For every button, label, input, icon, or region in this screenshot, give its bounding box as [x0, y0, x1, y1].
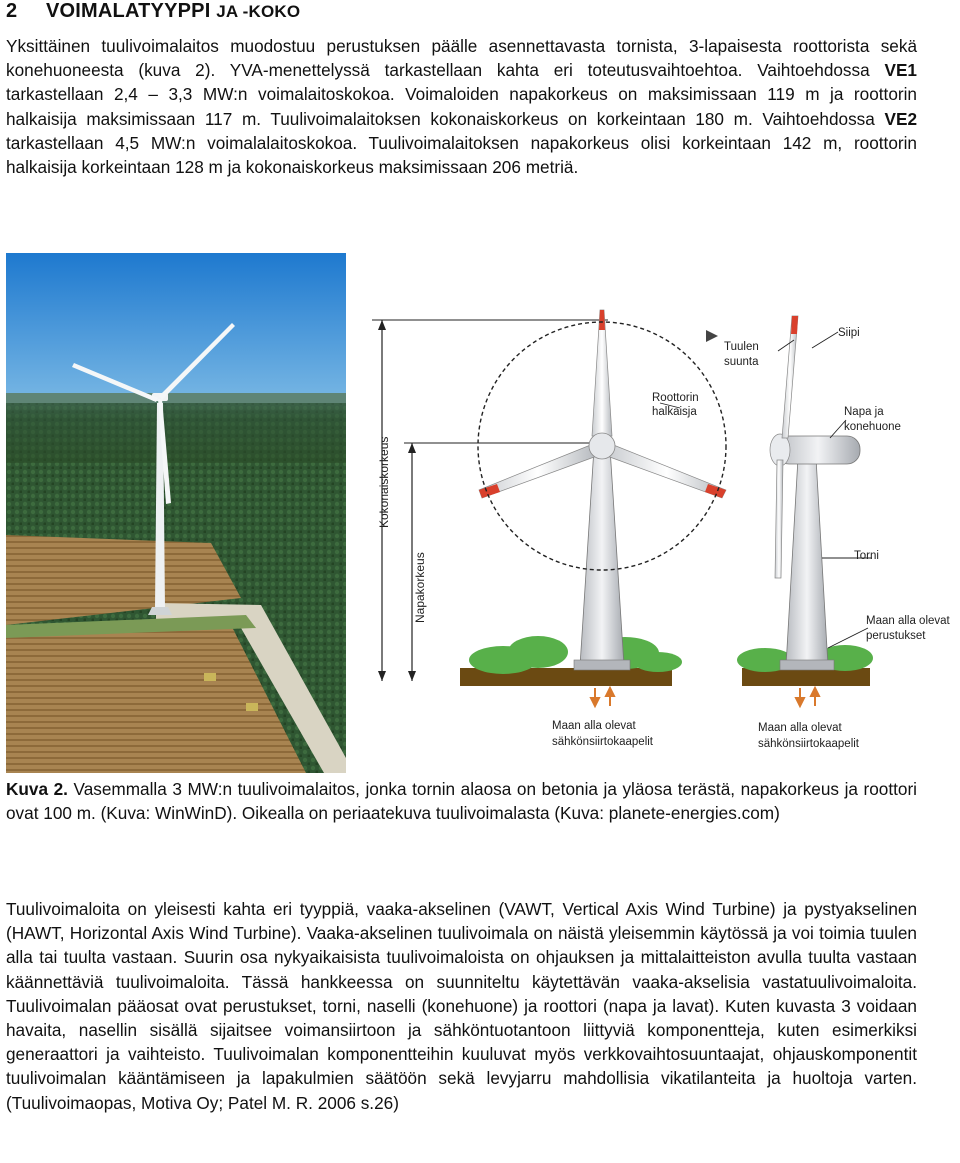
- turbine-schematic-diagram: [360, 308, 960, 770]
- turbine-side-view: [770, 316, 860, 670]
- callout-lines: [660, 332, 872, 648]
- cables-right-label-2: sähkönsiirtokaapelit: [758, 738, 860, 750]
- blade-label: Siipi: [838, 327, 860, 339]
- foundation-label-1: Maan alla olevat: [866, 615, 950, 627]
- cables-right-label-1: Maan alla olevat: [758, 722, 842, 734]
- turbine-front-view: [479, 310, 726, 670]
- hub-nacelle-label-2: konehuone: [844, 421, 901, 433]
- figure-caption-text: Vasemmalla 3 MW:n tuulivoimalaitos, jonka tornin alaosa on betonia ja yläosa terästä, napakorkeus ja roottori ovat 100 m. (Kuva: WinWinD). Oikealla on periaatekuva tuulivoimalasta (Kuva: planete-energies.com): [6, 779, 918, 824]
- section-title-suffix: JA -KOKO: [216, 2, 301, 21]
- hub-nacelle-label-1: Napa ja: [844, 406, 884, 418]
- rotor-diameter-label-1: Roottorin: [652, 392, 699, 404]
- alternative-ve1: VE1: [884, 60, 917, 81]
- total-height-dimension: [372, 320, 608, 681]
- cables-left-label-2: sähkönsiirtokaapelit: [552, 736, 654, 748]
- alternative-ve2: VE2: [884, 108, 918, 129]
- section-heading: [6, 0, 300, 23]
- tower-label: Torni: [854, 550, 879, 562]
- rotor-diameter-label-2: halkaisja: [652, 406, 697, 418]
- hub-height-label: Napakorkeus: [413, 552, 427, 623]
- hub: [589, 433, 615, 459]
- total-height-label: Kokonaiskorkeus: [377, 436, 391, 528]
- wind-direction-label-2: suunta: [724, 356, 759, 368]
- figure-caption-label: Kuva 2.: [6, 779, 68, 799]
- wind-direction-label-1: Tuulen: [724, 341, 759, 353]
- intro-text-1: Yksittäinen tuulivoimalaitos muodostuu perustuksen päälle asennettavasta tornista, 3-lapaisesta roottorista sekä konehuoneesta (kuva 2). YVA-menettelyssä tarkastellaan kahta eri toteutusvaihtoehtoa. Vaihtoehdossa: [6, 36, 917, 81]
- side-blade-top: [782, 316, 798, 438]
- intro-text-3: tarkastellaan 4,5 MW:n voimalalaitoskokoa. Tuulivoimalaitoksen napakorkeus olisi korkeintaan 142 m, roottorin halkaisija korkeintaan 128 m ja kokonaiskorkeus maksimissaan 206 metriä.: [6, 132, 917, 178]
- section-title: VOIMALATYYPPI: [46, 0, 211, 22]
- section-number: 2: [6, 0, 18, 22]
- intro-paragraph: [6, 34, 917, 179]
- turbine-aerial-photo: [6, 253, 346, 773]
- intro-text-2: tarkastellaan 2,4 – 3,3 MW:n voimalaitoskokoa. Voimaloiden napakorkeus on maksimissaan 119 m ja roottorin halkaisija maksimissaan 117 m. Tuulivoimalaitoksen kokonaiskorkeus on korkeintaan 180 m. Vaihtoehdossa: [6, 84, 917, 129]
- cables-left-label-1: Maan alla olevat: [552, 720, 636, 732]
- foundation-label-2: perustukset: [866, 630, 926, 642]
- body-paragraph: Tuulivoimaloita on yleisesti kahta eri tyyppiä, vaaka-akselinen (VAWT, Vertical Axis Wind Turbine) ja pystyakselinen (HAWT, Horizontal Axis Wind Turbine). Vaaka-akselinen tuulivoimala on näistä yleisemmin käytössä ja voi toimia tuulen alla tai tuulta vastaan. Suurin osa nykyaikaisista tuulivoimaloista on ohjauksen ja mittalaitteiston avulla tuulta vastaan käännettäviä tuulivoimaloita. Tässä hankkeessa on suunniteltu käytettävän vaaka-akselisia vastatuulivoimaloita. Tuulivoimalan pääosat ovat perustukset, torni, naselli (konehuone) ja roottori (napa ja lavat). Kuten kuvasta 3 voidaan havaita, nasellin sisällä sijaitsee voimansiirtoon ja sähköntuotantoon liittyviä komponentteja, kuten esimerkiksi generaattori ja vaihteisto. Tuulivoimalan komponentteihin kuuluvat myös verkkovaihtosuuntaajat, ohjauskomponentit tuulivoimalan kääntämiseen ja lapakulmien säätöön sekä levyjarru mahdollisia vikatilanteita ja huoltoja varten. (Tuulivoimaopas, Motiva Oy; Patel M. R. 2006 s.26): [6, 899, 917, 1113]
- side-blade-bottom: [775, 460, 783, 578]
- cable-arrows: [591, 688, 819, 706]
- hub-height-dimension: [404, 443, 600, 681]
- turbine-photo-image: [6, 253, 346, 773]
- wind-direction-arrow: [706, 330, 718, 342]
- figure-caption: [6, 777, 917, 825]
